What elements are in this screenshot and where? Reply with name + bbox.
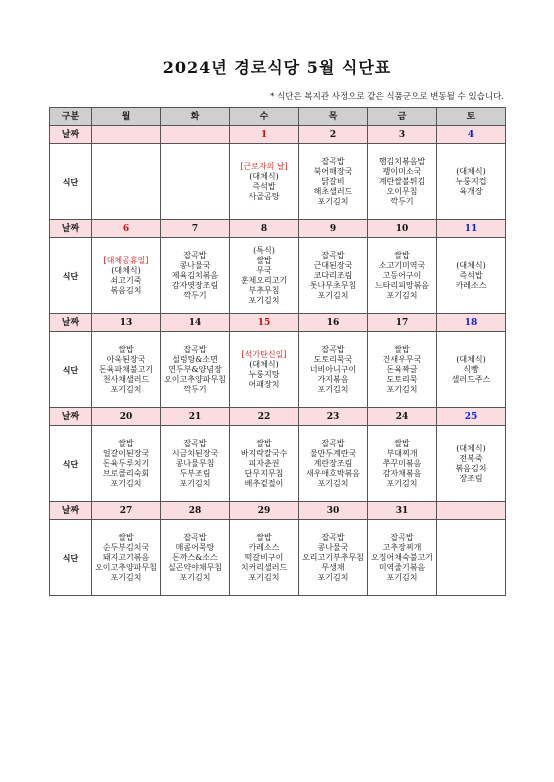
menu-item: 물만두계란국 (309, 448, 357, 458)
menu-item: 아욱된장국 (106, 354, 146, 364)
date-cell-thursday: 9 (299, 220, 368, 238)
menu-item: 즉석밥 (459, 270, 483, 280)
meal-cell-monday (92, 426, 161, 502)
menu-item: 계란장조림 (313, 458, 353, 468)
header-wednesday: 수 (230, 108, 299, 126)
menu-item: 천사채샐러드 (102, 374, 150, 384)
menu-item: 북어해장국 (313, 166, 353, 176)
meal-cell-saturday (437, 426, 506, 502)
menu-item: 콩나물국 (179, 260, 211, 270)
menu-item: 깍두기 (183, 290, 207, 300)
date-cell-friday: 3 (368, 126, 437, 144)
date-cell-thursday: 30 (299, 502, 368, 520)
meal-cell-monday (92, 144, 161, 220)
menu-item: 포기김치 (179, 572, 211, 582)
date-cell-thursday: 23 (299, 408, 368, 426)
meal-row (50, 426, 506, 502)
menu-item: 소고기미역국 (378, 260, 426, 270)
date-cell-friday: 24 (368, 408, 437, 426)
menu-item: 쌀밥 (394, 250, 410, 260)
menu-item: 톳나무초무침 (309, 280, 357, 290)
menu-item: 부추무침 (248, 285, 280, 295)
meal-cell-saturday (437, 238, 506, 314)
menu-item: 잡곡밥 (321, 250, 345, 260)
menu-item: (대체식) (456, 260, 486, 270)
meal-cell-thursday (299, 426, 368, 502)
date-cell-monday: 13 (92, 314, 161, 332)
meal-row-label: 식단 (50, 332, 92, 408)
menu-item: 새우애호박볶음 (305, 468, 361, 478)
menu-item: 잡곡밥 (321, 532, 345, 542)
date-row (50, 220, 506, 238)
menu-item: (대체식) (456, 443, 486, 453)
meal-cell-wednesday (230, 426, 299, 502)
date-cell-monday (92, 126, 161, 144)
menu-item: 어패장치 (248, 379, 280, 389)
menu-item: 미역줄기볶음 (378, 562, 426, 572)
menu-item: 잡곡밥 (321, 438, 345, 448)
menu-item: 오이고추양파무침 (95, 562, 157, 572)
menu-item: 느타리피망볶음 (374, 280, 430, 290)
date-cell-wednesday: 8 (230, 220, 299, 238)
menu-item: 팽이미소국 (382, 166, 422, 176)
date-row (50, 126, 506, 144)
menu-item: 너비아니구이 (309, 364, 357, 374)
menu-item: 사골곰탕 (248, 191, 280, 201)
menu-item: 치커리샐러드 (240, 562, 288, 572)
date-cell-wednesday: 22 (230, 408, 299, 426)
meal-cell-thursday (299, 332, 368, 408)
header-thursday: 목 (299, 108, 368, 126)
menu-item: (특식) (253, 245, 275, 255)
meal-row (50, 520, 506, 596)
header-tuesday: 화 (161, 108, 230, 126)
menu-item: 포기김치 (110, 478, 142, 488)
meal-cell-saturday (437, 332, 506, 408)
menu-item: 잡곡밥 (183, 250, 207, 260)
meal-cell-friday (368, 238, 437, 314)
menu-body (50, 126, 506, 596)
menu-item: 돈육두루치기 (102, 458, 150, 468)
meal-row-label: 식단 (50, 144, 92, 220)
date-row-label: 날짜 (50, 502, 92, 520)
page-title: 2024년 경로식당 5월 식단표 (162, 58, 392, 77)
meal-cell-thursday (299, 144, 368, 220)
menu-item: 부대찌개 (386, 448, 418, 458)
menu-item: (대체식) (111, 265, 141, 275)
menu-item: 카레소스 (248, 542, 280, 552)
meal-cell-monday (92, 332, 161, 408)
menu-item: 단무지무침 (244, 468, 284, 478)
meal-cell-friday (368, 332, 437, 408)
menu-item: 훈제오리고기 (240, 275, 288, 285)
meal-cell-wednesday (230, 332, 299, 408)
menu-item: 누룽지컵 (455, 176, 487, 186)
header-friday: 금 (368, 108, 437, 126)
menu-item: 전복죽 (459, 453, 483, 463)
menu-item: 배추겉절이 (244, 478, 284, 488)
menu-item: 포기김치 (386, 290, 418, 300)
header-category: 구분 (50, 108, 92, 126)
date-cell-friday: 31 (368, 502, 437, 520)
date-cell-wednesday: 15 (230, 314, 299, 332)
menu-item: 콩나물국 (317, 542, 349, 552)
menu-item: 볶음김치 (455, 463, 487, 473)
menu-item: 돈육파채불고기 (98, 364, 154, 374)
menu-item: 무국 (256, 265, 272, 275)
menu-item: 육개장 (459, 186, 483, 196)
menu-item: 오이무침 (386, 186, 418, 196)
menu-item: 카레소스 (455, 280, 487, 290)
menu-item: 쌀밥 (256, 255, 272, 265)
header-row (50, 108, 506, 126)
menu-item: [근로자의 날] (240, 161, 288, 171)
menu-item: 감자엿장조림 (171, 280, 219, 290)
menu-item: 쌀밥 (118, 344, 134, 354)
menu-item: (대체식) (456, 166, 486, 176)
menu-item: 잡곡밥 (183, 532, 207, 542)
menu-item: (대체식) (249, 359, 279, 369)
menu-item: 가지볶음 (317, 374, 349, 384)
date-cell-wednesday: 29 (230, 502, 299, 520)
meal-row (50, 144, 506, 220)
menu-item: 포기김치 (179, 478, 211, 488)
meal-cell-monday (92, 238, 161, 314)
menu-item: 쭈꾸미볶음 (382, 458, 422, 468)
menu-item: 잡곡밥 (321, 344, 345, 354)
date-cell-wednesday: 1 (230, 126, 299, 144)
menu-item: 돼지고기볶음 (102, 552, 150, 562)
menu-item: 두부조림 (179, 468, 211, 478)
date-cell-monday: 6 (92, 220, 161, 238)
menu-item: 누룽지탕 (248, 369, 280, 379)
date-cell-tuesday: 21 (161, 408, 230, 426)
menu-item: [석가탄신일] (241, 349, 287, 359)
date-cell-monday: 20 (92, 408, 161, 426)
meal-row-label: 식단 (50, 238, 92, 314)
menu-item: 즉석밥 (252, 181, 276, 191)
menu-table (49, 107, 506, 596)
menu-item: 무생채 (321, 562, 345, 572)
menu-item: 포기김치 (317, 290, 349, 300)
menu-item: 식빵 (463, 364, 479, 374)
menu-item: 쇠고기죽 (110, 275, 142, 285)
menu-item: 코다리조림 (313, 270, 353, 280)
menu-item: 계란쌀볼튀김 (378, 176, 426, 186)
menu-item: (대체식) (456, 354, 486, 364)
menu-item: 얼갈이된장국 (102, 448, 150, 458)
menu-item: 돈육짜글 (386, 364, 418, 374)
menu-item: 바지락칼국수 (240, 448, 288, 458)
menu-item: 콩나물무침 (175, 458, 215, 468)
date-row-label: 날짜 (50, 220, 92, 238)
meal-cell-wednesday (230, 144, 299, 220)
menu-item: 쌀밥 (118, 438, 134, 448)
menu-item: 매콤어묵탕 (175, 542, 215, 552)
date-cell-saturday: 4 (437, 126, 506, 144)
menu-item: 연두부&양념장 (168, 364, 222, 374)
date-row-label: 날짜 (50, 408, 92, 426)
menu-item: 포기김치 (248, 295, 280, 305)
menu-item: 브로콜리숙회 (102, 468, 150, 478)
menu-item: 볶음김치 (110, 285, 142, 295)
menu-item: 고등어구이 (382, 270, 422, 280)
menu-item: 포기김치 (317, 478, 349, 488)
menu-item: 쌀밥 (394, 438, 410, 448)
meal-cell-friday (368, 144, 437, 220)
meal-row (50, 238, 506, 314)
meal-row (50, 332, 506, 408)
menu-item: 시금치된장국 (171, 448, 219, 458)
meal-cell-friday (368, 426, 437, 502)
date-row-label: 날짜 (50, 126, 92, 144)
menu-item: 잡곡밥 (183, 438, 207, 448)
menu-item: 포기김치 (317, 196, 349, 206)
menu-item: 근대된장국 (313, 260, 353, 270)
menu-item: 쌀밥 (394, 344, 410, 354)
menu-item: 쌀밥 (256, 438, 272, 448)
menu-item: 순두부김치국 (102, 542, 150, 552)
meal-row-label: 식단 (50, 520, 92, 596)
meal-cell-thursday (299, 238, 368, 314)
date-row-label: 날짜 (50, 314, 92, 332)
date-cell-saturday: 18 (437, 314, 506, 332)
date-cell-saturday: 11 (437, 220, 506, 238)
meal-row-label: 식단 (50, 426, 92, 502)
menu-item: 고추장찌개 (382, 542, 422, 552)
date-cell-friday: 17 (368, 314, 437, 332)
menu-item: 실곤약야채무침 (167, 562, 223, 572)
menu-item: 포기김치 (317, 572, 349, 582)
meal-cell-wednesday (230, 238, 299, 314)
menu-item: 닭갈비 (321, 176, 345, 186)
menu-item: 포기김치 (386, 478, 418, 488)
menu-item: 깍두기 (183, 384, 207, 394)
meal-cell-tuesday (161, 520, 230, 596)
menu-item: 떡갈비구이 (244, 552, 284, 562)
menu-item: 포기김치 (386, 384, 418, 394)
menu-item: [대체공휴일] (103, 255, 149, 265)
meal-cell-tuesday (161, 144, 230, 220)
menu-item: 오징어채숙불고기 (371, 552, 433, 562)
menu-item: 쌀밥 (256, 532, 272, 542)
date-cell-tuesday (161, 126, 230, 144)
menu-item: 샐러드주스 (451, 374, 491, 384)
date-cell-tuesday: 7 (161, 220, 230, 238)
date-cell-saturday: 25 (437, 408, 506, 426)
menu-item: 해초샐러드 (313, 186, 353, 196)
menu-item: 포기김치 (110, 572, 142, 582)
menu-item: 설렁탕&소면 (172, 354, 218, 364)
meal-cell-thursday (299, 520, 368, 596)
date-row (50, 408, 506, 426)
date-cell-thursday: 16 (299, 314, 368, 332)
date-cell-monday: 27 (92, 502, 161, 520)
menu-item: 포기김치 (317, 384, 349, 394)
menu-item: 포기김치 (110, 384, 142, 394)
date-cell-tuesday: 14 (161, 314, 230, 332)
menu-item: 피자춘권 (248, 458, 280, 468)
date-cell-tuesday: 28 (161, 502, 230, 520)
menu-item: 잡곡밥 (390, 532, 414, 542)
meal-cell-saturday (437, 520, 506, 596)
meal-cell-tuesday (161, 238, 230, 314)
header-saturday: 토 (437, 108, 506, 126)
date-cell-thursday: 2 (299, 126, 368, 144)
menu-item: 오리고기부추무침 (302, 552, 364, 562)
menu-item: 장조림 (459, 473, 483, 483)
date-cell-saturday (437, 502, 506, 520)
meal-cell-tuesday (161, 426, 230, 502)
menu-item: 감자채볶음 (382, 468, 422, 478)
menu-item: 건새우무국 (382, 354, 422, 364)
menu-item: 포기김치 (386, 572, 418, 582)
menu-item: 깍두기 (390, 196, 414, 206)
meal-cell-monday (92, 520, 161, 596)
menu-item: 도토리묵 (386, 374, 418, 384)
date-row (50, 502, 506, 520)
menu-item: 제육김치볶음 (171, 270, 219, 280)
header-monday: 월 (92, 108, 161, 126)
menu-item: 돈까스&소스 (172, 552, 218, 562)
date-row (50, 314, 506, 332)
menu-item: 포기김치 (248, 572, 280, 582)
meal-cell-friday (368, 520, 437, 596)
date-cell-friday: 10 (368, 220, 437, 238)
menu-item: 햄김치볶음밥 (378, 156, 426, 166)
menu-item: 도토리묵국 (313, 354, 353, 364)
menu-item: 오이고추양파무침 (164, 374, 226, 384)
menu-item: 쌀밥 (118, 532, 134, 542)
notice-text: * 식단은 복지관 사정으로 같은 식품군으로 변동될 수 있습니다. (270, 92, 504, 102)
menu-item: (대체식) (249, 171, 279, 181)
meal-cell-tuesday (161, 332, 230, 408)
meal-cell-wednesday (230, 520, 299, 596)
meal-cell-saturday (437, 144, 506, 220)
menu-item: 잡곡밥 (183, 344, 207, 354)
menu-item: 잡곡밥 (321, 156, 345, 166)
